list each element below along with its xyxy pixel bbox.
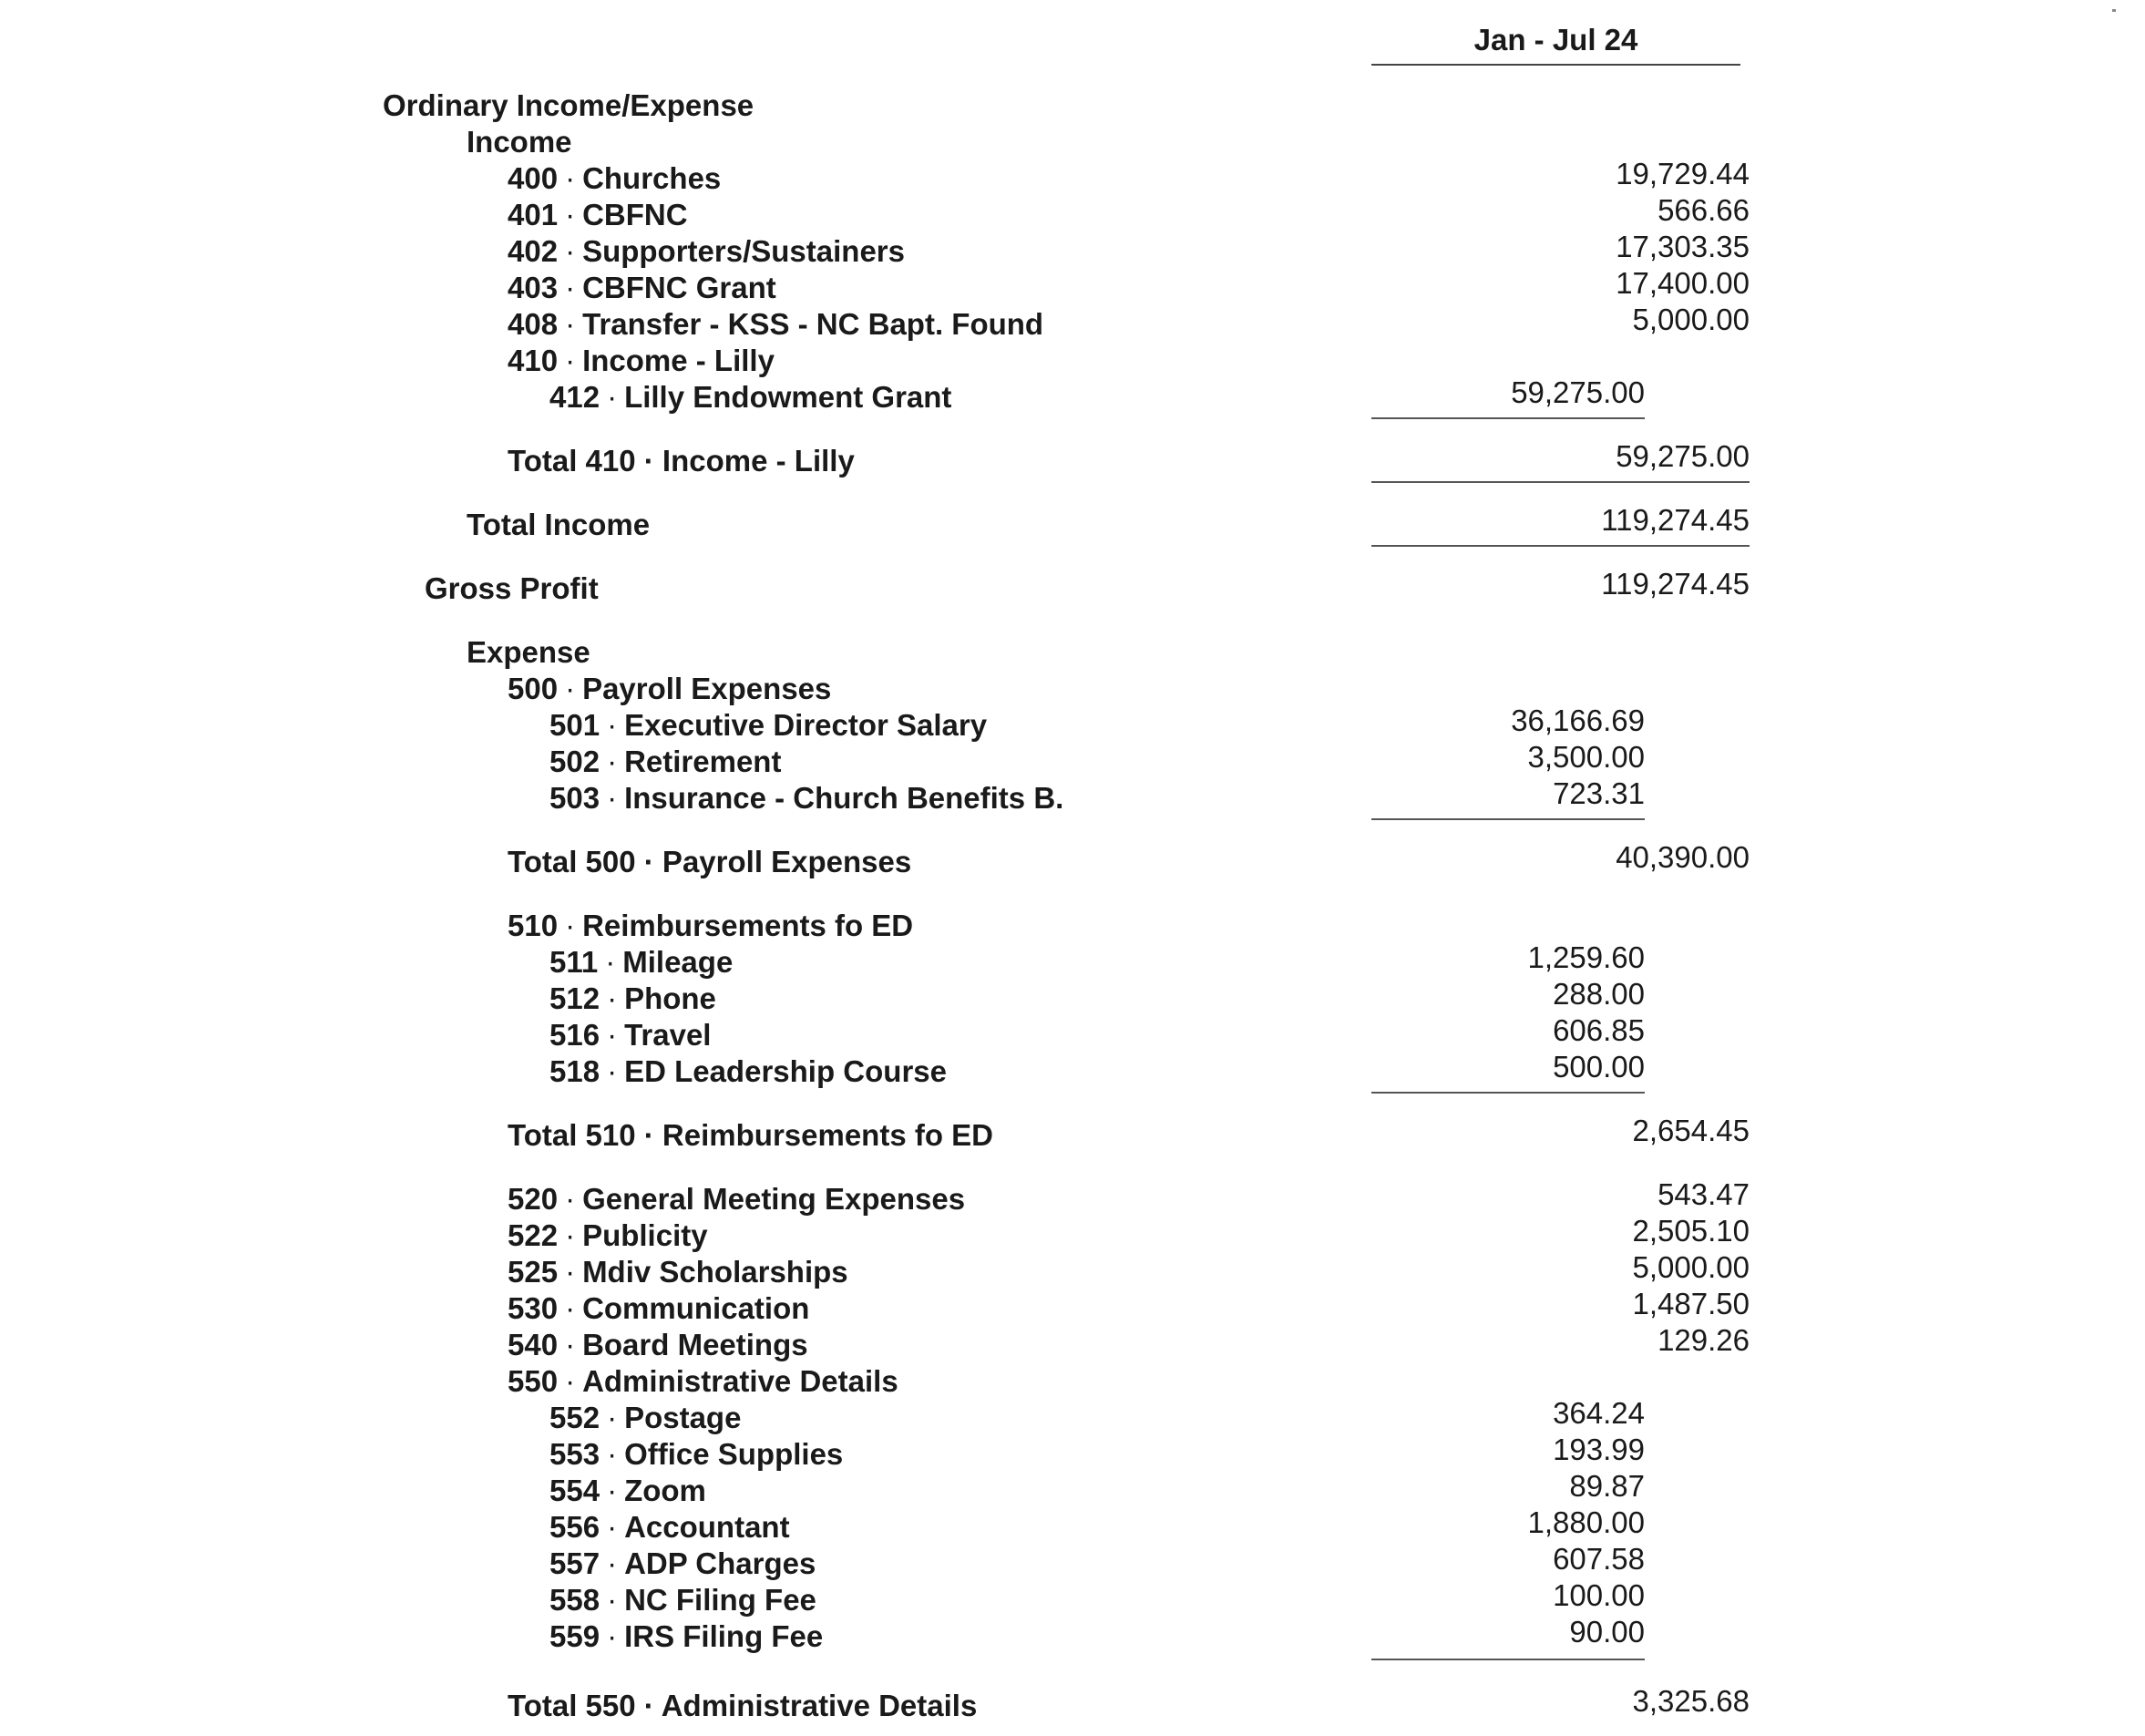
- account-name: Payroll Expenses: [582, 672, 832, 705]
- row-account: 510 · Reimbursements fo ED: [508, 909, 914, 942]
- account-name: Office Supplies: [624, 1437, 844, 1471]
- account-name: Supporters/Sustainers: [582, 234, 905, 268]
- account-name: Postage: [624, 1401, 742, 1434]
- account-name: Income - Lilly: [582, 344, 775, 377]
- account-number: 401: [508, 198, 559, 231]
- amount-detail: 1,259.60: [1527, 940, 1645, 974]
- account-number: 525: [508, 1255, 559, 1289]
- row-total: [0, 439, 2145, 479]
- account-name: Insurance - Church Benefits B.: [624, 781, 1064, 815]
- account-name: CBFNC: [582, 198, 688, 231]
- account-number: 410: [508, 344, 559, 377]
- amount-detail: 90.00: [1569, 1615, 1645, 1649]
- account-number: 512: [549, 981, 600, 1015]
- account-name: Churches: [582, 161, 722, 195]
- account-name: Board Meetings: [582, 1328, 808, 1361]
- row-account: 540 · Board Meetings 129.26: [508, 1323, 1750, 1361]
- account-name: Lilly Endowment Grant: [624, 380, 952, 414]
- account-name: Retirement: [624, 745, 782, 778]
- amount-total: 3,325.68: [1632, 1684, 1750, 1718]
- account-number: 501: [549, 708, 600, 742]
- row-subaccount: 501 · Executive Director Salary 36,166.69: [549, 704, 1645, 742]
- row-label: Ordinary Income/Expense: [383, 88, 754, 122]
- account-number: 559: [549, 1619, 600, 1653]
- account-number: 412: [549, 380, 600, 414]
- row-gross-profit: [0, 567, 2145, 607]
- amount-total: 59,275.00: [1616, 439, 1750, 473]
- account-number: 510: [508, 909, 559, 942]
- account-number: 558: [549, 1583, 600, 1617]
- account-number: 518: [549, 1054, 600, 1088]
- subtotal-rule: [1371, 1659, 1645, 1660]
- account-number: 403: [508, 271, 559, 304]
- account-number: 408: [508, 307, 559, 341]
- amount-detail: 288.00: [1553, 977, 1645, 1011]
- row-subaccount: 559 · IRS Filing Fee 90.00: [549, 1615, 1645, 1653]
- row-income-header: [0, 124, 2145, 160]
- account-number: 516: [549, 1018, 600, 1052]
- amount-total: 119,274.45: [1601, 503, 1750, 537]
- row-account: 403 · CBFNC Grant 17,400.00: [508, 266, 1750, 304]
- row-label: Total 410 · Income - Lilly: [508, 444, 855, 478]
- amount-total: 17,303.35: [1616, 230, 1750, 263]
- row-account: 530 · Communication 1,487.50: [508, 1287, 1750, 1325]
- account-name: Phone: [624, 981, 716, 1015]
- account-name: ED Leadership Course: [624, 1054, 947, 1088]
- amount-detail: 1,880.00: [1527, 1505, 1645, 1539]
- row-account: 550 · Administrative Details: [508, 1364, 898, 1398]
- account-number: 550: [508, 1364, 559, 1398]
- row-account: 401 · CBFNC 566.66: [508, 193, 1750, 231]
- account-name: General Meeting Expenses: [582, 1182, 966, 1216]
- account-number: 553: [549, 1437, 600, 1471]
- amount-total: 17,400.00: [1616, 266, 1750, 300]
- amount-detail: 723.31: [1553, 776, 1645, 810]
- account-number: 503: [549, 781, 600, 815]
- account-name: Mdiv Scholarships: [582, 1255, 848, 1289]
- row-subaccount: 502 · Retirement 3,500.00: [549, 740, 1645, 778]
- row-total-income: [0, 503, 2145, 543]
- row-subaccount: 558 · NC Filing Fee 100.00: [549, 1578, 1645, 1617]
- total-rule: [1371, 481, 1750, 483]
- amount-detail: 89.87: [1569, 1469, 1645, 1503]
- account-name: Communication: [582, 1291, 810, 1325]
- account-number: 540: [508, 1328, 559, 1361]
- subtotal-rule: [1371, 417, 1645, 419]
- row-label: Total 510 · Reimbursements fo ED: [508, 1118, 994, 1152]
- account-name: ADP Charges: [624, 1546, 816, 1580]
- account-number: 530: [508, 1291, 559, 1325]
- amount-detail: 500.00: [1553, 1050, 1645, 1084]
- row-label: Income: [467, 125, 572, 159]
- amount-detail: 606.85: [1553, 1013, 1645, 1047]
- amount-total: 2,654.45: [1632, 1114, 1750, 1147]
- row-total: [0, 840, 2145, 880]
- account-number: 552: [549, 1401, 600, 1434]
- account-number: 522: [508, 1218, 559, 1252]
- amount-total: 40,390.00: [1616, 840, 1750, 874]
- account-number: 556: [549, 1510, 600, 1544]
- amount-detail: 364.24: [1553, 1396, 1645, 1430]
- amount-detail: 193.99: [1553, 1433, 1645, 1466]
- row-subaccount: 554 · Zoom 89.87: [549, 1469, 1645, 1507]
- row-subaccount: 553 · Office Supplies 193.99: [549, 1433, 1645, 1471]
- account-name: Reimbursements fo ED: [582, 909, 914, 942]
- account-number: 554: [549, 1474, 600, 1507]
- account-name: IRS Filing Fee: [624, 1619, 824, 1653]
- row-label: Total Income: [467, 508, 651, 541]
- row-account: 522 · Publicity 2,505.10: [508, 1214, 1750, 1252]
- row-subaccount: 511 · Mileage 1,259.60: [549, 940, 1645, 979]
- account-number: 500: [508, 672, 559, 705]
- amount-total: 119,274.45: [1601, 567, 1750, 601]
- subtotal-rule: [1371, 1092, 1645, 1094]
- account-name: Zoom: [624, 1474, 706, 1507]
- amount-total: 2,505.10: [1632, 1214, 1750, 1248]
- row-expense-header: [0, 634, 2145, 671]
- row-subaccount: 516 · Travel 606.85: [549, 1013, 1645, 1052]
- row-total: [0, 1684, 2145, 1724]
- account-name: Administrative Details: [582, 1364, 898, 1398]
- amount-detail: 59,275.00: [1511, 375, 1645, 409]
- account-number: 511: [549, 945, 599, 979]
- account-number: 557: [549, 1546, 600, 1580]
- row-account: 500 · Payroll Expenses: [508, 672, 832, 705]
- subtotal-rule: [1371, 818, 1645, 820]
- account-name: Transfer - KSS - NC Bapt. Found: [582, 307, 1044, 341]
- scan-speck: [2112, 9, 2116, 12]
- account-number: 520: [508, 1182, 559, 1216]
- row-subaccount: 556 · Accountant 1,880.00: [549, 1505, 1645, 1544]
- row-subaccount: 512 · Phone 288.00: [549, 977, 1645, 1015]
- row-subaccount: 518 · ED Leadership Course 500.00: [549, 1050, 1645, 1088]
- row-account: 525 · Mdiv Scholarships 5,000.00: [508, 1250, 1750, 1289]
- row-label: Expense: [467, 635, 590, 669]
- row-label: Total 500 · Payroll Expenses: [508, 845, 912, 878]
- row-label: Gross Profit: [425, 571, 599, 605]
- column-header: Jan - Jul 24: [1371, 22, 1740, 66]
- account-name: NC Filing Fee: [624, 1583, 816, 1617]
- account-name: CBFNC Grant: [582, 271, 776, 304]
- row-account: 400 · Churches 19,729.44: [508, 157, 1750, 195]
- amount-total: 543.47: [1658, 1177, 1750, 1211]
- amount-total: 1,487.50: [1632, 1287, 1750, 1320]
- row-subaccount: 552 · Postage 364.24: [549, 1396, 1645, 1434]
- amount-detail: 36,166.69: [1511, 704, 1645, 737]
- amount-detail: 100.00: [1553, 1578, 1645, 1612]
- account-number: 502: [549, 745, 600, 778]
- amount-total: 129.26: [1658, 1323, 1750, 1357]
- row-subaccount: 557 · ADP Charges 607.58: [549, 1542, 1645, 1580]
- account-name: Accountant: [624, 1510, 790, 1544]
- row-label: Total 550 · Administrative Details: [508, 1689, 978, 1722]
- row-subaccount: 412 · Lilly Endowment Grant 59,275.00: [549, 375, 1645, 414]
- amount-total: 19,729.44: [1616, 157, 1750, 190]
- amount-detail: 3,500.00: [1527, 740, 1645, 774]
- total-rule: [1371, 545, 1750, 547]
- amount-detail: 607.58: [1553, 1542, 1645, 1576]
- account-name: Publicity: [582, 1218, 708, 1252]
- row-account: 408 · Transfer - KSS - NC Bapt. Found 5,000.00: [508, 303, 1750, 341]
- account-number: 402: [508, 234, 559, 268]
- account-name: Executive Director Salary: [624, 708, 988, 742]
- row-account: 402 · Supporters/Sustainers 17,303.35: [508, 230, 1750, 268]
- account-name: Mileage: [622, 945, 734, 979]
- row-ordinary-income-expense: [0, 87, 2145, 124]
- amount-total: 566.66: [1658, 193, 1750, 227]
- amount-total: 5,000.00: [1632, 303, 1750, 336]
- row-subaccount: 503 · Insurance - Church Benefits B. 723.31: [549, 776, 1645, 815]
- row-account: 410 · Income - Lilly: [508, 344, 775, 377]
- account-name: Travel: [624, 1018, 712, 1052]
- row-total: [0, 1114, 2145, 1154]
- amount-total: 5,000.00: [1632, 1250, 1750, 1284]
- row-account: 520 · General Meeting Expenses 543.47: [508, 1177, 1750, 1216]
- account-number: 400: [508, 161, 559, 195]
